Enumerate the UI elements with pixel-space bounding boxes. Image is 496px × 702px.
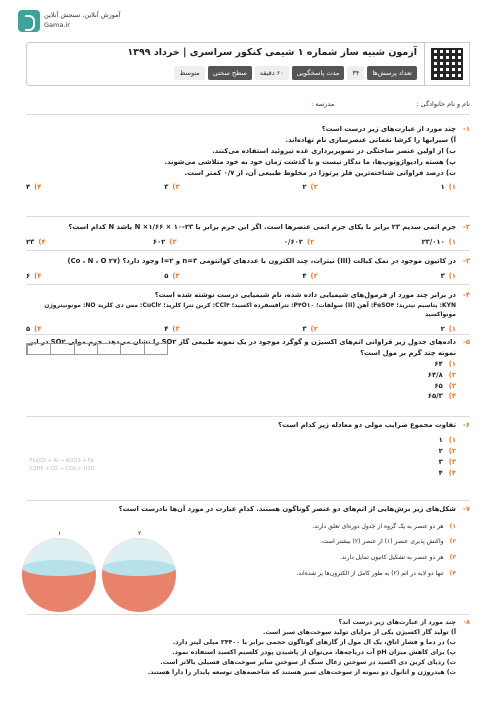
- options: [26, 182, 456, 193]
- statement: ت) درصد فراوانی شناخته‌ترین فلز پرتوزا در مخلوط طبیعی آن، از ۰/۷ کمتر است.: [184, 168, 456, 177]
- option-1[interactable]: ۱)۶۴: [434, 359, 456, 368]
- statement: آ) سیرابها را کزشا نغماتی عنصرسازی نام نهاده‌اند.: [285, 135, 456, 144]
- question-3: [26, 256, 470, 282]
- option-3[interactable]: ۳)۳: [164, 183, 180, 192]
- question-number: ۵-: [463, 338, 470, 346]
- option-1[interactable]: ۱)۱: [440, 183, 456, 192]
- brand-text: [44, 11, 120, 29]
- divider: [26, 216, 470, 217]
- chip-level-value: متوسط: [174, 66, 204, 80]
- option-3[interactable]: ۳)۳: [438, 457, 456, 466]
- chip-level-label: سطح سختی: [208, 66, 252, 80]
- question-number: ۴-: [463, 291, 470, 299]
- divider: [26, 284, 470, 285]
- brand-tagline: آموزش آنلاین، سنجش آنلاین: [44, 11, 121, 19]
- exam-header: [26, 42, 470, 86]
- option-3[interactable]: ۳)۴: [164, 325, 180, 334]
- statement: ث) هیدروژن و اتانول دو نمونه از سوخت‌های سبز هستند که شاخصه‌های توسعه پایدار را دارا هستند.: [147, 669, 456, 677]
- option-4[interactable]: ۴)۵: [26, 325, 42, 334]
- option-1[interactable]: ۱)۳: [440, 271, 456, 280]
- chip-count-value: ۳۴: [347, 66, 364, 80]
- question-text: چند مورد از عبارت‌های زیر درست اند؟: [338, 619, 456, 626]
- option-1[interactable]: ۱)۲: [440, 325, 456, 334]
- atom-figure-1: ۱: [22, 538, 96, 612]
- option-1[interactable]: ۱)۲۳/۰۱۰: [421, 237, 456, 246]
- option-2[interactable]: ۲)۳: [302, 325, 318, 334]
- option-3[interactable]: ۳)۶۰۲: [152, 237, 177, 246]
- abundance-table: [26, 343, 168, 355]
- question-text: چند مورد از عبارت‌های زیر درست است؟: [321, 125, 456, 133]
- statement: ب) از اولین عنصر ساختگی در تصویربرداری غده تیروئید استفاده می‌کنند.: [212, 146, 456, 155]
- option-1[interactable]: ۱)هر دو عنصر به یک گروه از جدول دوره‌ای تعلق دارند.: [312, 522, 456, 530]
- exam-title: آزمون شبیه ساز شماره ۱ شیمی کنکور سراسری | خرداد ۱۳۹۹: [127, 47, 417, 58]
- option-2[interactable]: ۲)۰/۶۰۲: [283, 237, 315, 246]
- brand-site: Gama.ir: [44, 21, 70, 29]
- option-4[interactable]: ۴)۲۳: [26, 237, 46, 246]
- question-number: ۷-: [463, 505, 470, 513]
- top-brand: [18, 10, 478, 44]
- chip-time-value: ۶۰ دقیقه: [255, 66, 289, 80]
- divider: [26, 250, 470, 251]
- question-1: [26, 124, 470, 193]
- gama-logo-icon: [18, 10, 40, 32]
- question-2: [26, 222, 470, 248]
- name-label: نام و نام خانوادگی :: [416, 100, 470, 108]
- exam-info-chips: [174, 66, 417, 80]
- divider: [26, 500, 470, 501]
- qr-code-icon: [424, 42, 470, 86]
- question-8: [26, 618, 470, 678]
- school-label: مدرسه :: [311, 100, 335, 108]
- option-4[interactable]: ۴)۴: [26, 183, 42, 192]
- divider: [26, 114, 470, 115]
- chip-time-label: مدت پاسخگویی: [292, 66, 345, 80]
- student-meta: [26, 100, 470, 108]
- option-4[interactable]: ۴)۶: [26, 271, 42, 280]
- option-3[interactable]: ۳)هر دو عنصر به تشکیل کاتیون تمایل دارند.: [339, 554, 456, 562]
- option-2[interactable]: ۲)۶۴/۸: [427, 370, 456, 379]
- formula-list: KYN: پتاسیم نیترید؛ FeSO۴: آهن (II) سولفات؛ P۴O۱۰: تترافسفرده اکسید؛ CCl۴: کربن تترا کلرید؛ CuCl۲: مس دی کلرید NO: مونونیتروژن مونواکسید: [44, 301, 456, 319]
- divider: [26, 416, 470, 417]
- atom-figure-2: ۲: [102, 538, 176, 612]
- option-3[interactable]: ۳)۵: [164, 271, 180, 280]
- question-text: در برابر چند مورد از فرمول‌های شیمیایی داده شده، نام شیمیایی درست نوشته شده است؟: [154, 291, 456, 299]
- equations-image: [30, 458, 140, 488]
- option-4[interactable]: ۴)تنها دو لایه در اتم (۲) به طور کامل از الکترون‌ها پر شده‌اند.: [296, 569, 456, 577]
- option-3[interactable]: ۳)۶۵: [434, 381, 456, 390]
- option-2[interactable]: ۲)۲: [302, 183, 318, 192]
- question-4: [26, 290, 470, 335]
- statement: پ) برای کاهش میزان pH آب دریاچه‌ها، می‌توان از پاشیدن پودر کلسیم اکسید استفاده نمود.: [172, 649, 456, 657]
- question-number: ۳-: [463, 257, 470, 265]
- option-1[interactable]: ۱)۱: [438, 435, 456, 444]
- option-4[interactable]: ۴)۴: [438, 468, 456, 477]
- question-text: جرم اتمی سدیم ۲۳ برابر با یکای جرم اتمی عنصرها است. اگر این جرم برابر با ۲۳-۱۰ × N ×۱/۶۶ باشد N کدام است؟: [68, 223, 456, 231]
- divider: [26, 614, 470, 615]
- statement: ب) در دما و فشار اتاق، یک ال مول از گازهای گوناگون حجمی برابر با ۲۴۴۰۰ میلی لیتر دارد.: [172, 639, 456, 647]
- question-text: در کاتیون موجود در نمک کبالت (III) نیترات، چند الکترون با عددهای کوانتومی n=۳ و l=۲ وجود دارد؟ (Co ، N ، O ۲۷): [67, 257, 456, 265]
- option-4[interactable]: ۴)۶۵/۳: [427, 392, 456, 401]
- equation-2: C3H8 + O2 → CO2 + H2O: [30, 465, 95, 472]
- divider: [26, 334, 470, 335]
- statement: ت) ردپای کربن دی اکسید در سوختن زغال سنگ از سوختن سایر سوخت‌های فسیلی بالاتر است.: [160, 659, 456, 667]
- options: [26, 237, 456, 248]
- option-2[interactable]: ۲)واکنش پذیری عنصر (۱) از عنصر (۲) بیشتر است.: [320, 538, 456, 546]
- question-number: ۸-: [463, 619, 470, 626]
- chip-count-label: تعداد پرسش‌ها: [367, 66, 417, 80]
- option-2[interactable]: ۲)۲: [438, 446, 456, 455]
- question-number: ۱-: [463, 125, 470, 133]
- option-2[interactable]: ۲)۴: [302, 271, 318, 280]
- question-text: شکل‌های زیر برش‌هایی از اتم‌های دو عنصر گوناگون هستند. کدام عبارت در مورد آن‌ها نادرست است؟: [118, 505, 456, 513]
- question-text: داده‌های جدول زیر فراوانی اتم‌های اکسیژن و گوگرد موجود در یک نمونه طبیعی گاز SO۲ را نشان می‌دهد. جرم مولی SO۲ در این نمونه چند گرم بر مول است؟: [27, 338, 456, 357]
- question-number: ۶-: [463, 421, 470, 429]
- statement: آ) تولید گاز اکسیژن یکی از مزایای تولید سوخت‌های سبز است.: [262, 629, 456, 637]
- question-number: ۲-: [463, 223, 470, 231]
- equation-1: Fe2O3 + Al → Al2O3 + Fe: [30, 458, 94, 464]
- question-text: تفاوت مجموع ضرایب مولی دو معادله زیر کدام است؟: [278, 421, 456, 429]
- options: [26, 271, 456, 282]
- statement: پ) هسته رادیواژوتوپ‌ها، ما ندگار نیست و با گذشت زمان خود به خود متلاشی می‌شوند.: [164, 157, 456, 166]
